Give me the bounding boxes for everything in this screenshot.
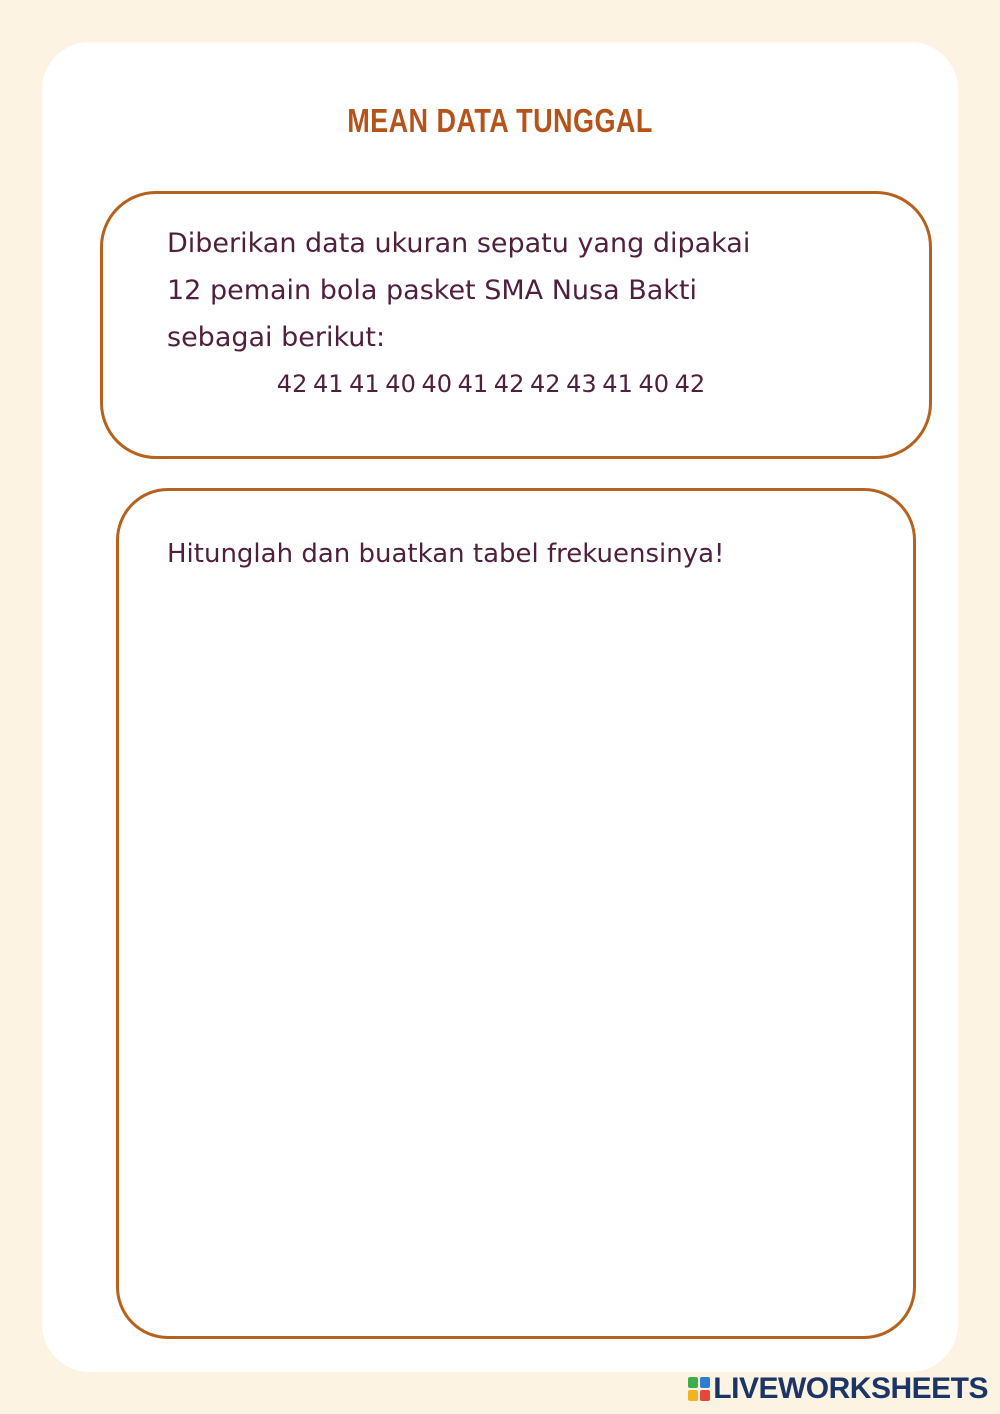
problem-text-line-1: Diberikan data ukuran sepatu yang dipakai xyxy=(167,228,751,259)
problem-text-line-3: sebagai berikut: xyxy=(167,322,386,353)
brand-name: LIVEWORKSHEETS xyxy=(713,1372,988,1405)
logo-square-blue xyxy=(700,1377,710,1388)
worksheet-title: MEAN DATA TUNGGAL xyxy=(347,102,653,139)
problem-text-line-2: 12 pemain bola pasket SMA Nusa Bakti xyxy=(167,275,698,306)
problem-box xyxy=(100,191,932,459)
liveworksheets-brand[interactable] xyxy=(688,1371,988,1407)
liveworksheets-logo-icon xyxy=(688,1377,710,1401)
answer-box[interactable] xyxy=(116,488,916,1339)
logo-square-yellow xyxy=(688,1390,698,1401)
answer-instruction: Hitunglah dan buatkan tabel frekuensinya! xyxy=(167,539,725,569)
logo-square-green xyxy=(688,1377,698,1388)
logo-square-red xyxy=(700,1390,710,1401)
shoe-size-data: 42 41 41 40 40 41 42 42 43 41 40 42 xyxy=(276,370,706,398)
